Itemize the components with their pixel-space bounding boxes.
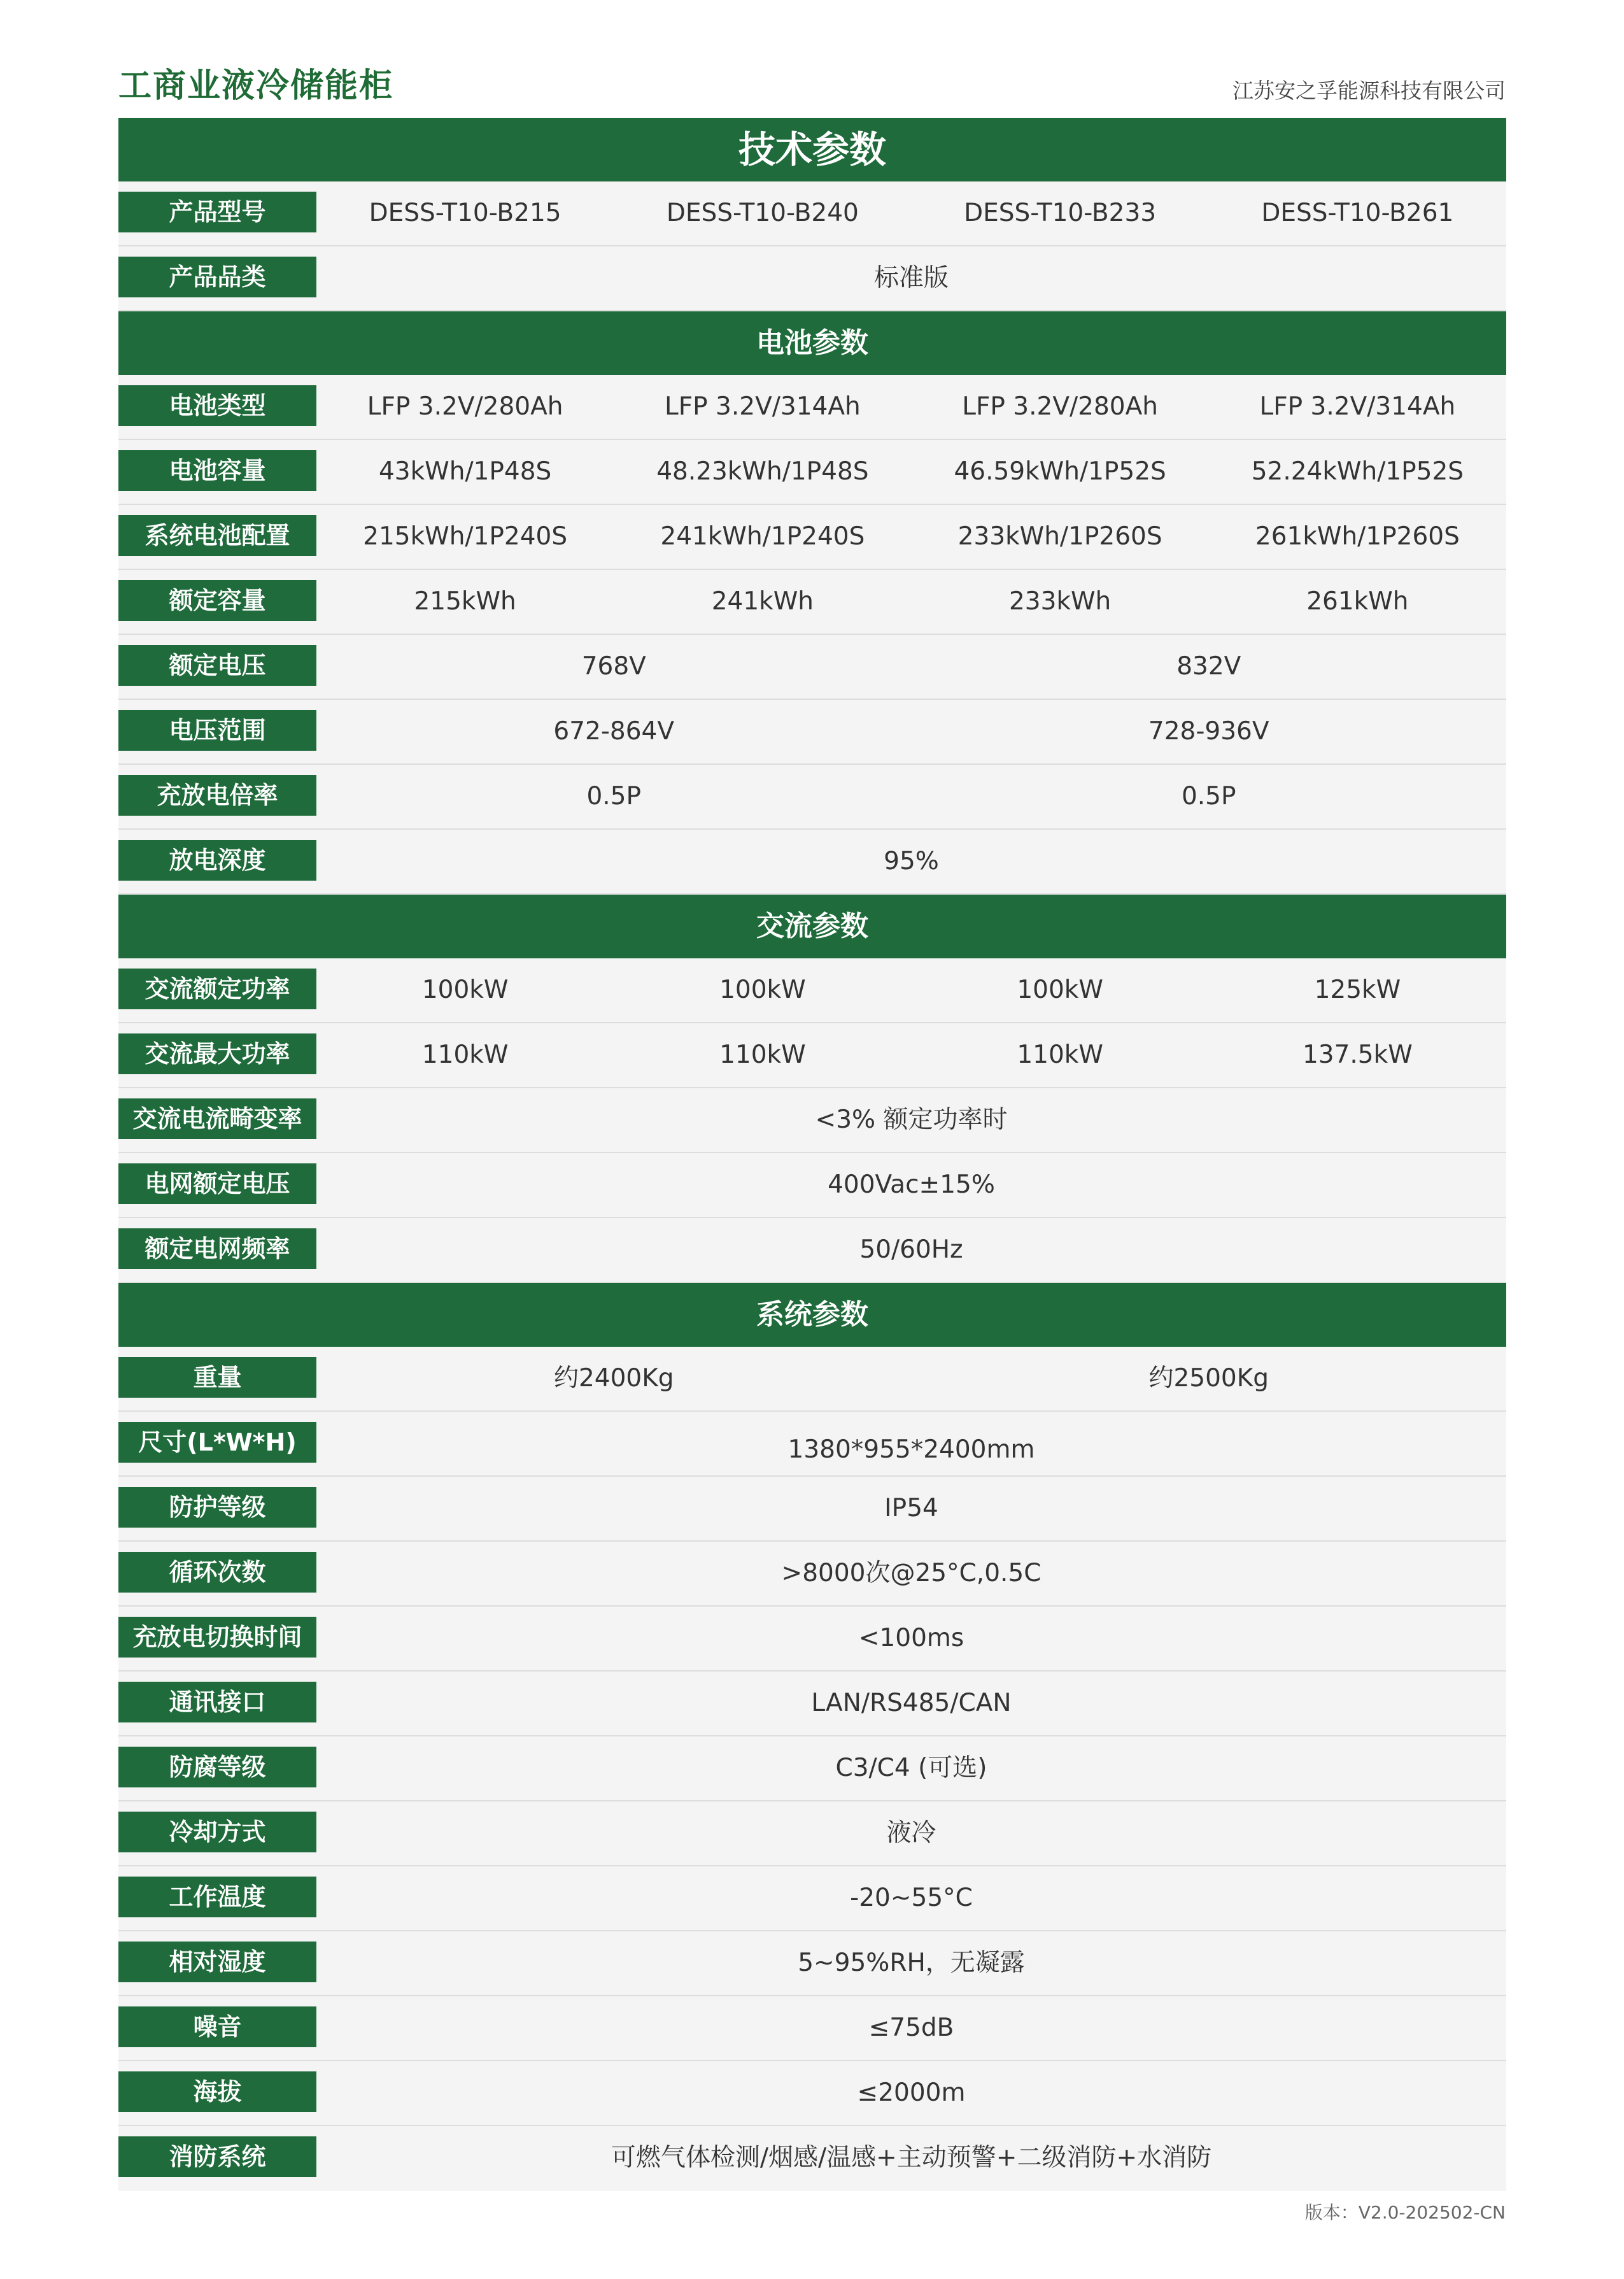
spec-label: 系统电池配置: [118, 515, 316, 556]
spec-value: 110kW: [719, 1040, 806, 1069]
spec-value: <3% 额定功率时: [815, 1105, 1008, 1134]
spec-label: 噪音: [118, 2006, 316, 2047]
spec-values: [316, 570, 1506, 634]
spec-label: 防护等级: [118, 1487, 316, 1528]
spec-value: 233kWh: [1008, 587, 1112, 616]
spec-row: [118, 1023, 1506, 1088]
spec-values: [316, 1153, 1506, 1217]
spec-row: [118, 830, 1506, 895]
spec-label: 通讯接口: [118, 1682, 316, 1722]
spec-label: 电池类型: [118, 385, 316, 426]
spec-row: [118, 246, 1506, 311]
spec-value: 110kW: [1017, 1040, 1103, 1069]
ac-section-header: 交流参数: [118, 895, 1506, 958]
spec-value: 137.5kW: [1302, 1040, 1413, 1069]
spec-label: 产品品类: [118, 257, 316, 297]
battery-section-header: 电池参数: [118, 311, 1506, 375]
spec-value: 215kWh: [414, 587, 516, 616]
spec-value: ≤2000m: [857, 2078, 966, 2107]
spec-values: [316, 1801, 1506, 1865]
spec-row: [118, 2126, 1506, 2191]
spec-label: 额定电压: [118, 645, 316, 686]
spec-values: [316, 505, 1506, 569]
spec-value: <100ms: [858, 1624, 964, 1652]
spec-value: DESS-T10-B233: [964, 199, 1157, 227]
page-title: 工商业液冷储能柜: [118, 67, 394, 105]
spec-value: C3/C4 (可选): [835, 1754, 987, 1782]
spec-value: 50/60Hz: [859, 1235, 963, 1264]
spec-values: [316, 1866, 1506, 1930]
spec-values: [316, 181, 1506, 245]
spec-value: LFP 3.2V/280Ah: [962, 392, 1158, 421]
spec-values: [316, 1412, 1506, 1475]
spec-row: [118, 570, 1506, 635]
spec-values: [316, 700, 1506, 763]
spec-label: 电池容量: [118, 450, 316, 491]
spec-value: 233kWh/1P260S: [957, 522, 1162, 551]
spec-value: 672-864V: [553, 717, 675, 746]
spec-value: DESS-T10-B215: [369, 199, 561, 227]
spec-row: [118, 1477, 1506, 1542]
spec-value: 400Vac±15%: [828, 1170, 995, 1199]
spec-label: 相对湿度: [118, 1942, 316, 1982]
spec-row: [118, 2061, 1506, 2126]
spec-values: [316, 1088, 1506, 1152]
spec-values: [316, 1607, 1506, 1670]
spec-value: 标准版: [873, 264, 949, 292]
spec-row: [118, 1866, 1506, 1931]
spec-table: [118, 118, 1506, 2191]
spec-values: [316, 246, 1506, 310]
model-section: [118, 181, 1506, 311]
spec-value: 832V: [1176, 652, 1241, 681]
spec-value: 215kWh/1P240S: [363, 522, 568, 551]
spec-value: 100kW: [421, 976, 509, 1004]
spec-label: 重量: [118, 1357, 316, 1398]
spec-values: [316, 1477, 1506, 1540]
spec-value: 0.5P: [1181, 782, 1236, 811]
spec-row: [118, 1672, 1506, 1736]
spec-label: 交流最大功率: [118, 1033, 316, 1074]
spec-values: [316, 1672, 1506, 1735]
table-title: 技术参数: [118, 118, 1506, 181]
spec-value: LAN/RS485/CAN: [811, 1689, 1012, 1717]
spec-label: 尺寸(L*W*H): [118, 1422, 316, 1463]
spec-row: [118, 1542, 1506, 1607]
spec-row: [118, 1736, 1506, 1801]
spec-values: [316, 1347, 1506, 1410]
spec-value: 可燃气体检测/烟感/温感+主动预警+二级消防+水消防: [611, 2143, 1212, 2172]
spec-value: 100kW: [1017, 976, 1103, 1004]
spec-values: [316, 1542, 1506, 1605]
spec-label: 海拔: [118, 2071, 316, 2112]
company-name: 江苏安之孚能源科技有限公司: [1232, 78, 1506, 103]
spec-row: [118, 1996, 1506, 2061]
spec-row: [118, 440, 1506, 505]
spec-value: 52.24kWh/1P52S: [1251, 457, 1464, 486]
spec-row: [118, 1153, 1506, 1218]
spec-value: 125kW: [1314, 976, 1401, 1004]
spec-value: 768V: [581, 652, 646, 681]
spec-value: DESS-T10-B261: [1261, 199, 1454, 227]
spec-label: 电压范围: [118, 710, 316, 751]
spec-values: [316, 765, 1506, 828]
spec-value: -20~55°C: [850, 1884, 973, 1912]
spec-label: 循环次数: [118, 1552, 316, 1593]
spec-label: 充放电倍率: [118, 775, 316, 816]
spec-label: 电网额定电压: [118, 1163, 316, 1204]
spec-values: [316, 958, 1506, 1022]
spec-values: [316, 440, 1506, 504]
spec-value: IP54: [884, 1494, 938, 1523]
spec-value: 241kWh/1P240S: [660, 522, 865, 551]
system-section-header: 系统参数: [118, 1283, 1506, 1347]
spec-value: DESS-T10-B240: [666, 199, 859, 227]
spec-label: 冷却方式: [118, 1812, 316, 1852]
spec-value: 5~95%RH，无凝露: [798, 1949, 1025, 1977]
spec-values: [316, 2061, 1506, 2125]
version-label: 版本：V2.0-202502-CN: [1304, 2202, 1506, 2223]
spec-values: [316, 1996, 1506, 2060]
spec-row: [118, 1931, 1506, 1996]
spec-value: 100kW: [719, 976, 806, 1004]
spec-value: 241kWh: [711, 587, 814, 616]
spec-values: [316, 1736, 1506, 1800]
spec-value: 48.23kWh/1P48S: [656, 457, 869, 486]
spec-row: [118, 181, 1506, 246]
spec-values: [316, 830, 1506, 893]
battery-section: [118, 375, 1506, 895]
spec-label: 消防系统: [118, 2136, 316, 2177]
spec-value: 约2500Kg: [1148, 1364, 1269, 1393]
spec-value: 液冷: [886, 1819, 936, 1847]
spec-label: 额定电网频率: [118, 1228, 316, 1269]
spec-value: 95%: [884, 847, 939, 876]
spec-row: [118, 1347, 1506, 1412]
spec-value: ≤75dB: [868, 2013, 954, 2042]
spec-value: 261kWh/1P260S: [1255, 522, 1460, 551]
spec-values: [316, 1023, 1506, 1087]
spec-value: 43kWh/1P48S: [378, 457, 552, 486]
spec-row: [118, 700, 1506, 765]
spec-row: [118, 505, 1506, 570]
spec-row: [118, 1218, 1506, 1283]
spec-label: 放电深度: [118, 840, 316, 881]
spec-label: 产品型号: [118, 192, 316, 232]
spec-label: 工作温度: [118, 1877, 316, 1917]
spec-value: 728-936V: [1148, 717, 1269, 746]
spec-values: [316, 635, 1506, 699]
spec-value: 110kW: [421, 1040, 509, 1069]
spec-value: LFP 3.2V/280Ah: [367, 392, 563, 421]
spec-value: LFP 3.2V/314Ah: [1259, 392, 1456, 421]
spec-row: [118, 635, 1506, 700]
spec-value: 46.59kWh/1P52S: [954, 457, 1166, 486]
spec-values: [316, 375, 1506, 439]
spec-row: [118, 765, 1506, 830]
spec-values: [316, 2126, 1506, 2191]
spec-label: 交流额定功率: [118, 969, 316, 1009]
spec-row: [118, 1607, 1506, 1672]
spec-values: [316, 1218, 1506, 1282]
spec-label: 交流电流畸变率: [118, 1098, 316, 1139]
spec-label: 额定容量: [118, 580, 316, 621]
spec-value: LFP 3.2V/314Ah: [664, 392, 861, 421]
spec-values: [316, 1931, 1506, 1995]
spec-row: [118, 1088, 1506, 1153]
spec-label: 充放电切换时间: [118, 1617, 316, 1658]
spec-label: 防腐等级: [118, 1747, 316, 1787]
spec-row: [118, 1801, 1506, 1866]
spec-row: [118, 958, 1506, 1023]
ac-section: [118, 958, 1506, 1283]
spec-value: 261kWh: [1306, 587, 1409, 616]
spec-row: [118, 375, 1506, 440]
spec-row: [118, 1412, 1506, 1477]
spec-value: >8000次@25°C,0.5C: [781, 1559, 1041, 1587]
spec-value: 1380*955*2400mm: [787, 1435, 1035, 1464]
spec-value: 0.5P: [586, 782, 642, 811]
system-section: [118, 1347, 1506, 2191]
spec-value: 约2400Kg: [553, 1364, 674, 1393]
